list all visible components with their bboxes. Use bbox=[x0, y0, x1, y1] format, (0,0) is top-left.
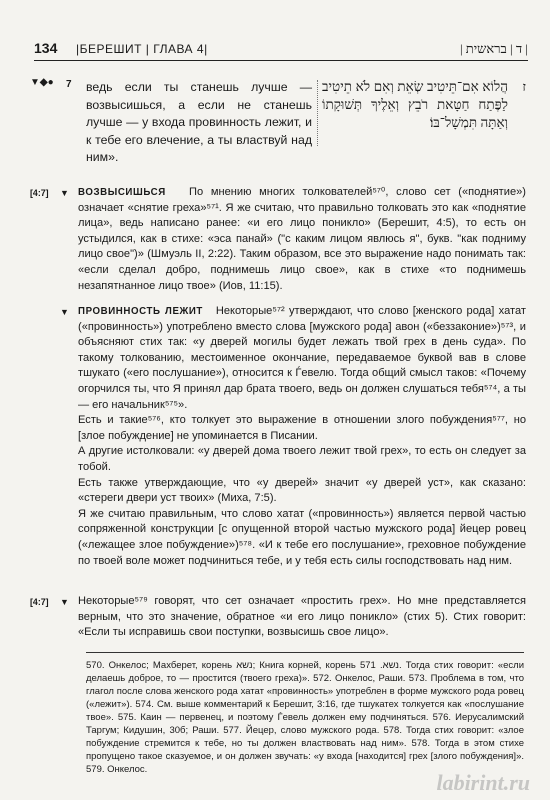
page-number: 134 bbox=[34, 40, 58, 56]
column-divider bbox=[317, 80, 318, 146]
commentary-lemma: ВОЗВЫСИШЬСЯ bbox=[78, 187, 166, 198]
watermark-logo: labirint.ru bbox=[436, 770, 530, 795]
paragraph bbox=[78, 304, 526, 413]
triangle-marker: ▼ bbox=[60, 307, 69, 317]
commentary-body bbox=[78, 185, 526, 294]
verse-hebrew: הֲלוֹא אִם־תֵּיטִיב שְׂאֵת וְאִם לֹא תֵיטִיב לַפֶּתַח חַטָּאת רֹבֵץ וְאֵלֶיךָ תְּשׁוּקָתוֹ וְאַתָּה תִּמְשָׁל־בּוֹ׃ bbox=[322, 79, 508, 130]
verse-russian: ведь если ты станешь лучше — возвысишься, а если не станешь лучше — у входа провинность лежит, и к тебе его влечение, а ты властвуй над ним». bbox=[86, 80, 312, 164]
page-header bbox=[34, 40, 528, 60]
paragraph: Есть и такие⁵⁷⁶, кто толкует это выражение в отношении злого побуждения⁵⁷⁷, но [злое побуждение] не упоминается в Писании. bbox=[78, 414, 526, 442]
header-rule bbox=[34, 60, 528, 61]
paragraph: Я же считаю правильным, что слово хатат («провинность») является первой частью сопряженной конструкции [с опущенной второй частью мужского рода] йецер ровец («лежащее злое побуждение»)⁵⁷⁸. «И к тебе его послушание», греховное побуждение по твоей воле может подчиниться тебе, и у тебя есть силы господствовать над ним. bbox=[78, 507, 526, 567]
hebrew-running-title: | ד | בראשית | bbox=[459, 41, 528, 56]
verse-block bbox=[30, 68, 526, 163]
verse-number: 7 bbox=[66, 79, 72, 90]
triangle-marker: ▼ bbox=[60, 188, 69, 198]
commentary-text: Некоторые⁵⁷² утверждают, что слово [женского рода] хатат («провинность») употреблено вместо слова [мужского рода] авон («беззаконие»)⁵⁷³, и объясняют стих так: «у дверей могилы будет лежать твой грех в день суда». По такому толкованию, местоименное окончание, передаваемое буквой вав в слове тшукато («его послушание»), относится к Ѓевелю. Тогда общий смысл таков: «Почему огорчился ты, что Я принял дар брата твоего, ведь он должен слушаться тебя⁵⁷⁴, а ты — его начальник⁵⁷⁵». bbox=[78, 305, 526, 411]
verse-marks: ▼◆● bbox=[30, 77, 54, 88]
running-title: |БЕРЕШИТ | ГЛАВА 4| bbox=[76, 42, 208, 56]
commentary-lemma: ПРОВИННОСТЬ ЛЕЖИТ bbox=[78, 306, 203, 317]
commentary-text: По мнению многих толкователей⁵⁷⁰, слово сет («поднятие») означает «снятие греха»⁵⁷¹. Я же считаю, что правильно толковать это как «поднятие лица», ведь написано ранее: «и его лицо поникло» (Берешит, 4:5), то есть он устыдился, как в стихе: «эса панай» ("с каким лицом явлюсь я", букв. "как подниму лицо свое")» (Шмуэль II, 2:22). Таким образом, все это выражение надо понимать так: «если сделал добро, поднимешь лицо свое», как в стихе «то поднимешь незапятнанное лицо твое» (Иов, 11:15). bbox=[78, 186, 526, 292]
paragraph: Есть также утверждающие, что «у дверей» значит «у дверей уст», как сказано: «стереги двери уст твоих» (Миха, 7:5). bbox=[78, 476, 526, 505]
commentary-ref: [4:7] bbox=[30, 188, 49, 198]
commentary-body: Некоторые⁵⁷⁹ говорят, что сет означает «простить грех». Но мне представляется верным, что это значение, обратное «и его лицо поникло» (стих 5). Стих говорит: «Если ты исправишь свои поступки, возвысишь свое лицо». bbox=[78, 595, 526, 639]
paragraph: А другие истолковали: «у дверей дома твоего лежит твой грех», то есть он следует за тобой. bbox=[78, 445, 526, 473]
commentary-ref: [4:7] bbox=[30, 597, 49, 607]
triangle-marker: ▼ bbox=[60, 597, 69, 607]
footnotes: 570. Онкелос; Махберет, корень נשא; Книга корней, корень נשא. 571. Тогда стих говорит: «если делаешь доброе, то — простится (твоего греха)». 572. Онкелос, Раши. 573. Проблема в том, что глагол после слова женского рода хатат «провинность» употреблен в форме мужского рода ровец («лежит»). 574. См. выше комментарий к Берешит, 3:16, где тшукатех толкуется как «послушание твое». 575. Каин — первенец, и поэтому Ѓевель должен ему подчиняться. 576. Иерусалимский Таргум; Кидушин, 30б; Раши. 577. Йецер, слово мужского рода. 578. Тогда стих говорит: «злое побуждение стремится к тебе, но ты должен властвовать над ним». 578. Тогда в этом стихе пропущено такое сказуемое, и он должен звучать: «у входа [находится] грех [злого побуждения]». 579. Онкелос. bbox=[86, 652, 524, 776]
commentary-body bbox=[78, 304, 526, 569]
verse-number-hebrew: ז bbox=[522, 79, 526, 94]
